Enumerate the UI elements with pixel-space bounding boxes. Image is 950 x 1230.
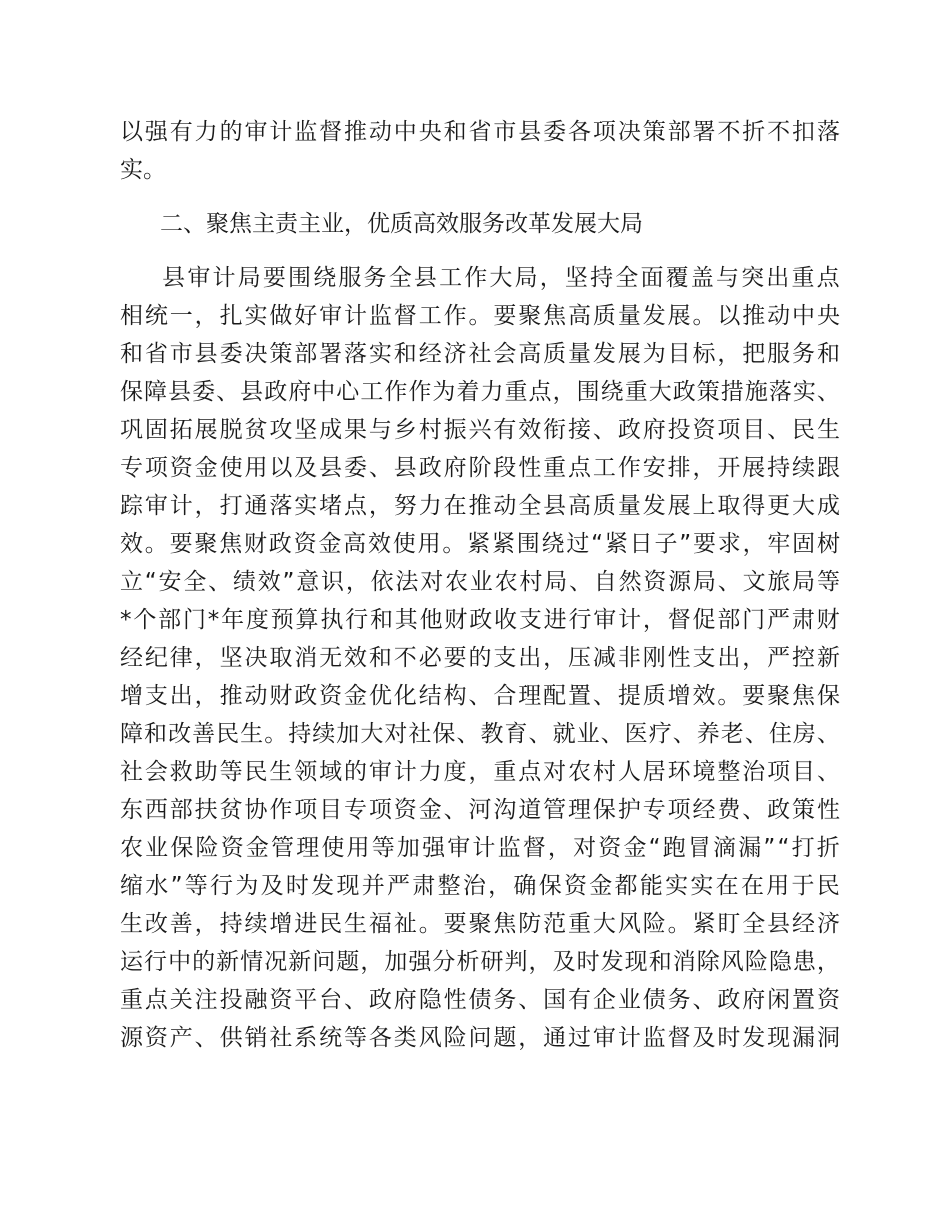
paragraph-line: 社 会 救 助 等 民 生 领 域 的 审 计 力 度 ， 重 点 对 农 村 人 居 环 境 整 治 项 目 、 [120, 759, 840, 785]
paragraph-line: 农 业 保 险 资 金 管 理 使 用 等 加 强 审 计 监 督 ， 对 资 金 “ 跑 冒 滴 漏 ” “ 打 折 [120, 835, 840, 861]
paragraph-line: 相 统 一 ， 扎 实 做 好 审 计 监 督 工 作 。 要 聚 焦 高 质 量 发 展 。 以 推 动 中 央 [120, 303, 840, 329]
paragraph-line: 县 审 计 局 要 围 绕 服 务 全 县 工 作 大 局 ， 坚 持 全 面 覆 盖 与 突 出 重 点 [162, 265, 840, 291]
paragraph-line: 保 障 县 委 、 县 政 府 中 心 工 作 作 为 着 力 重 点 ， 围 绕 重 大 政 策 措 施 落 实 、 [120, 379, 840, 405]
body-paragraph [120, 259, 840, 1057]
document-body [120, 113, 840, 1057]
paragraph-line: 踪 审 计 ， 打 通 落 实 堵 点 ， 努 力 在 推 动 全 县 高 质 量 发 展 上 取 得 更 大 成 [120, 493, 840, 519]
intro-line: 实。 [120, 157, 166, 183]
section-heading [120, 205, 840, 243]
paragraph-line: 立 “ 安 全 、 绩 效 ” 意 识 ， 依 法 对 农 业 农 村 局 、 自 然 资 源 局 、 文 旅 局 等 [120, 569, 840, 595]
paragraph-line: 源 资 产 、 供 销 社 系 统 等 各 类 风 险 问 题 ， 通 过 审 计 监 督 及 时 发 现 漏 洞 [120, 1025, 840, 1051]
paragraph-line: 重 点 关 注 投 融 资 平 台 、 政 府 隐 性 债 务 、 国 有 企 业 债 务 、 政 府 闲 置 资 [120, 987, 840, 1013]
paragraph-line: * 个 部 门 * 年 度 预 算 执 行 和 其 他 财 政 收 支 进 行 审 计 ， 督 促 部 门 严 肃 财 [120, 607, 840, 633]
paragraph-line: 运 行 中 的 新 情 况 新 问 题 ， 加 强 分 析 研 判 ， 及 时 发 现 和 消 除 风 险 隐 患 ， [120, 949, 840, 975]
paragraph-line: 东 西 部 扶 贫 协 作 项 目 专 项 资 金 、 河 沟 道 管 理 保 护 专 项 经 费 、 政 策 性 [120, 797, 840, 823]
paragraph-line: 专 项 资 金 使 用 以 及 县 委 、 县 政 府 阶 段 性 重 点 工 作 安 排 ， 开 展 持 续 跟 [120, 455, 840, 481]
paragraph-line: 生 改 善 ， 持 续 增 进 民 生 福 祉 。 要 聚 焦 防 范 重 大 风 险 。 紧 盯 全 县 经 济 [120, 911, 840, 937]
paragraph-line: 经 纪 律 ， 坚 决 取 消 无 效 和 不 必 要 的 支 出 ， 压 减 非 刚 性 支 出 ， 严 控 新 [120, 645, 840, 671]
section-heading-text: 二、聚焦主责主业，优质高效服务改革发展大局 [160, 211, 643, 237]
paragraph-line: 增 支 出 ， 推 动 财 政 资 金 优 化 结 构 、 合 理 配 置 、 提 质 增 效 。 要 聚 焦 保 [120, 683, 840, 709]
paragraph-line: 和 省 市 县 委 决 策 部 署 落 实 和 经 济 社 会 高 质 量 发 展 为 目 标 ， 把 服 务 和 [120, 341, 840, 367]
paragraph-line: 障 和 改 善 民 生 。 持 续 加 大 对 社 保 、 教 育 、 就 业 、 医 疗 、 养 老 、 住 房 、 [120, 721, 840, 747]
paragraph-line: 巩 固 拓 展 脱 贫 攻 坚 成 果 与 乡 村 振 兴 有 效 衔 接 、 政 府 投 资 项 目 、 民 生 [120, 417, 840, 443]
intro-line: 以 强 有 力 的 审 计 监 督 推 动 中 央 和 省 市 县 委 各 项 决 策 部 署 不 折 不 扣 落 [120, 119, 840, 145]
paragraph-line: 效 。 要 聚 焦 财 政 资 金 高 效 使 用 。 紧 紧 围 绕 过 “ 紧 日 子 ” 要 求 ， 牢 固 树 [120, 531, 840, 557]
paragraph-line: 缩 水 ” 等 行 为 及 时 发 现 并 严 肃 整 治 ， 确 保 资 金 都 能 实 实 在 在 用 于 民 [120, 873, 840, 899]
